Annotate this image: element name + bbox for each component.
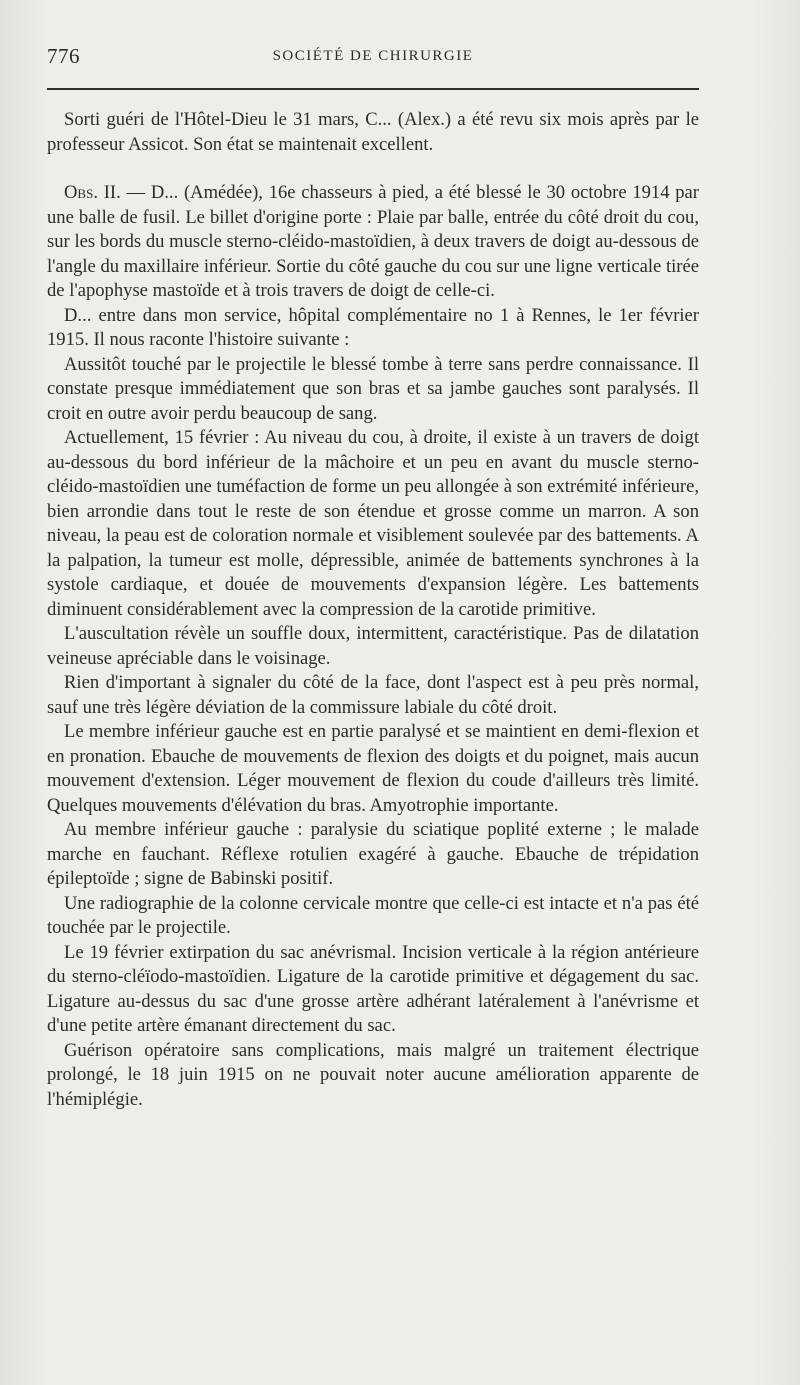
paragraph: Sorti guéri de l'Hôtel-Dieu le 31 mars, C... (Alex.) a été revu six mois après par le professeur Assicot. Son état se maintenait excellent. [47, 109, 699, 155]
paragraph: L'auscultation révèle un souffle doux, intermittent, caractéristique. Pas de dilatation veineuse apréciable dans le voisinage. [47, 623, 699, 669]
page-number: 776 [47, 44, 80, 68]
paragraph: Le membre inférieur gauche est en partie paralysé et se maintient en demi-flexion et en pronation. Ebauche de mouvements de flexion des doigts et du poignet, mais aucun mouvement d'extension. Léger mouvement de flexion du coude d'ailleurs très limité. Quelques mouvements d'élévation du bras. Amyotrophie importante. [47, 721, 699, 816]
page-header [47, 44, 699, 72]
paragraph: D... entre dans mon service, hôpital complémentaire no 1 à Rennes, le 1er février 1915. Il nous raconte l'histoire suivante : [47, 304, 699, 350]
observation-paragraph [47, 181, 699, 304]
paragraph: Aussitôt touché par le projectile le blessé tombe à terre sans perdre connaissance. Il constate presque immédiatement que son bras et sa jambe gauches sont paralysés. Il croit en outre avoir perdu beaucoup de sang. [47, 353, 699, 424]
paragraph: Guérison opératoire sans complications, mais malgré un traitement électrique prolongé, le 18 juin 1915 on ne pouvait noter aucune amélioration apparente de l'hémiplégie. [47, 1039, 699, 1110]
paragraph: Rien d'important à signaler du côté de la face, dont l'aspect est à peu près normal, sauf une très légère déviation de la commissure labiale du côté droit. [47, 672, 699, 718]
paragraph: Le 19 février extirpation du sac anévrismal. Incision verticale à la région antérieure du sterno-cléïodo-mastoïdien. Ligature de la carotide primitive et dégagement du sac. Ligature au-dessus du sac d'une grosse artère adhérant latéralement à l'anévrisme et d'une petite artère émanant directement du sac. [47, 941, 699, 1036]
obs-label: Obs. [64, 182, 98, 203]
header-rule [47, 88, 699, 90]
paragraph: Actuellement, 15 février : Au niveau du cou, à droite, il existe à un travers de doigt au-dessous du bord inférieur de la mâchoire et un peu en avant du muscle sterno-cléido-mastoïdien une tuméfaction de forme un peu allongée à son extrémité inférieure, bien arrondie dans tout le reste de son étendue et grosse comme un marron. A son niveau, la peau est de coloration normale et visiblement soulevée par des battements. A la palpation, la tumeur est molle, dépressible, animée de battements synchrones à la systole cardiaque, et douée de mouvements d'expansion légère. Les battements diminuent considérablement avec la compression de la carotide primitive. [47, 427, 699, 620]
paragraph: Une radiographie de la colonne cervicale montre que celle-ci est intacte et n'a pas été touchée par le projectile. [47, 892, 699, 938]
observation-text: II. — D... (Amédée), 16e chasseurs à pied, a été blessé le 30 octobre 1914 par une balle de fusil. Le billet d'origine porte : Plaie par balle, entrée du côté droit du cou, sur les bords du muscle sterno-cléido-mastoïdien, à deux travers de doigt au-dessous de l'angle du maxillaire inférieur. Sortie du côté gauche du cou sur une ligne verticale tirée de l'apophyse mastoïde et à trois travers de doigt de celle-ci. [47, 182, 699, 301]
body-text [47, 108, 699, 1112]
paragraph: Au membre inférieur gauche : paralysie du sciatique poplité externe ; le malade marche en fauchant. Réflexe rotulien exagéré à gauche. Ebauche de trépidation épileptoïde ; signe de Babinski positif. [47, 819, 699, 889]
running-title: SOCIÉTÉ DE CHIRURGIE [272, 48, 474, 64]
